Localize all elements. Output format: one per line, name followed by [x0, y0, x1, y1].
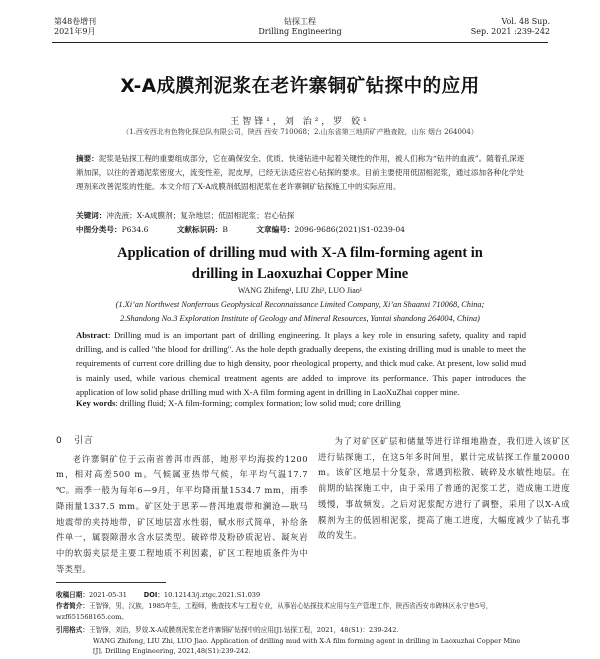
issue-date: 2021年9月 [54, 27, 96, 36]
header-right [430, 17, 550, 37]
citation-english-line1: WANG Zhifeng, LIU Zhi, LUO Jiao. Application of drilling mud with X-A film forming agent in drilling in Laoxuzhai Copper Mine [93, 636, 521, 645]
keywords-chinese [76, 210, 526, 221]
footnote-rule [56, 582, 166, 583]
volume-issue: 第48卷增刊 [54, 17, 97, 26]
keywords-cn-label: 关键词： [76, 211, 107, 220]
section-heading [56, 434, 308, 450]
citation-chinese: 王智锋，刘治，罗姣.X-A成膜剂泥浆在老许寨铜矿钻探中的应用[J].钻探工程，2021，48(S1)：239-242. [88, 626, 399, 634]
affiliation-en-line2: 2.Shandong No.3 Exploration Institute of Geology and Mineral Resources, Yantai shandong 264004, China) [120, 314, 480, 323]
affiliation-en-line1: (1.Xi’an Northwest Nonferrous Geophysical Reconnaissance Limited Company, Xi’an Shaanxi 710068, China; [115, 300, 485, 309]
title-chinese: X-A成膜剂泥浆在老许寨铜矿钻探中的应用 [120, 76, 480, 97]
affiliation-english [0, 298, 600, 326]
keywords-en-label: Key words [76, 398, 116, 408]
keywords-english [76, 398, 526, 408]
header-rule [52, 42, 548, 43]
abstract-english [76, 328, 526, 399]
intro-paragraph-2: 为了对矿区矿层和储量等进行详细地勘查，我们进入该矿区进行钻探施工，在这5年多时间里，累计完成钻探工作量20000 m。该矿区地层十分复杂，常遇到松散、破碎及水敏性地层。在前期的钻探施工中，由于采用了普通的泥浆工艺，造成施工进度缓慢，事故频发。之后对泥浆配方进行了调整，采用了以X-A成膜剂为主的低固相泥浆，提高了施工进度，大幅度减少了钻孔事故的发生。 [318, 436, 570, 541]
footnote-citation: 引用格式：王智锋，刘治，罗姣.X-A成膜剂泥浆在老许寨铜矿钻探中的应用[J].钻探工程，2021，48(S1)：239-242. WANG Zhifeng, LIU Zhi, LUO Jiao. Application of drilling mud with X-A film forming agent in drilling in Laoxuzhai Copper Mine [J]. Drilling Engineering, 2021,48(S1):239-242. [56, 625, 556, 657]
abstract-en-text: : Drilling mud is an important part of drilling engineering. It plays a key role in ensuring safety, quality and rapid drilling, and is called "the blood for drilling". As the hole depth gradually deepens, the existing drilling mud is unable to meet the requirements of current core drilling due to high density, poor rheological property, and thick mud cake. At present, low solid mud is mainly used, while various chemical treatment agents are added to improve its performance. This paper introduces the application of low solid phase drilling mud with X-A film forming agent in drilling in LaoXuZhai copper mine. [76, 330, 526, 397]
header-center [220, 17, 380, 37]
citation-english-line2: [J]. Drilling Engineering, 2021,48(S1):239-242. [93, 647, 251, 655]
journal-name-en: Drilling Engineering [258, 27, 342, 36]
keywords-cn-text: 冲洗液；X-A成膜剂；复杂地层；低固相泥浆；岩心钻探 [106, 211, 295, 220]
footnote-author-bio: 作者简介：王智锋，男，汉族，1985年生，工程师，勘查技术与工程专业，从事岩心钻探技术应用与生产管理工作，陕西省西安市碑林区永宁巷5号，wzf651568165.com。 [56, 602, 493, 621]
header-left [54, 17, 164, 37]
abstract-chinese [76, 152, 526, 194]
authors-english: WANG Zhifeng¹, LIU Zhi², LUO Jiao¹ [237, 286, 363, 295]
document-code: 文献标识码：B [176, 225, 228, 234]
journal-name-cn: 钻探工程 [284, 17, 316, 26]
title-en-line1: Application of drilling mud with X-A film-forming agent in [117, 245, 483, 261]
date-pages: Sep. 2021 :239-242 [470, 27, 550, 36]
title-english [0, 243, 600, 285]
volume-en: Vol. 48 Sup. [501, 17, 550, 26]
title-en-line2: drilling in Laoxuzhai Copper Mine [191, 266, 409, 282]
footnote-received-doi: 收稿日期：2021-05-31 DOI：10.12143/j.ztgc.2021.S1.039 [56, 591, 261, 599]
doi-value[interactable]: 10.12143/j.ztgc.2021.S1.039 [163, 591, 261, 599]
abstract-en-label: Abstract [76, 330, 108, 340]
abstract-cn-label: 摘要： [76, 154, 99, 163]
classification-line [76, 224, 526, 235]
article-number: 文章编号：2096-9686(2021)S1-0239-04 [256, 225, 406, 234]
body-column-right [318, 434, 570, 544]
clc-number: 中图分类号：P634.6 [76, 225, 149, 234]
author-bio-text: 王智锋，男，汉族，1985年生，工程师，勘查技术与工程专业，从事岩心钻探技术应用与生产管理工作，陕西省西安市碑林区永宁巷5号，wzf651568165.com。 [56, 602, 493, 621]
intro-paragraph-1: 老许寨铜矿位于云南省普洱市西部，地形平均海拔约1200 m，相对高差500 m。气候属亚热带气候，年平均气温17.7 ℃。雨季一般为每年6—9月，年平均降雨量1534.7 mm，雨季降雨量1337.5 mm。矿区处于思茅—普洱地震带和澜沧—耿马地震带的夹持地带，矿区地层富水性弱，赋水形式简单，补给条件单一，属裂隙潜水含水层类型。破碎带及粉砂质泥岩、凝灰岩中的软弱夹层是主要工程地质不利因素，矿区工程地质条件为中等类型。 [56, 453, 308, 574]
body-column-left [56, 434, 308, 577]
section-number: 0 [56, 436, 63, 446]
keywords-en-text: : drilling fluid; X-A film-forming; complex formation; low solid mud; core drilling [115, 398, 401, 408]
affiliation-chinese: （1.西安西北有色物化探总队有限公司，陕西 西安 710068；2.山东省第三地质矿产勘查院，山东 烟台 264004） [122, 128, 478, 136]
section-title: 引言 [74, 436, 94, 446]
running-header [0, 0, 600, 50]
abstract-cn-text: 泥浆是钻探工程的重要组成部分，它在确保安全、优质、快速钻进中起着关键性的作用，被人们称为“钻井的血液”。随着孔深逐渐加深，以往的普通泥浆密度大，流变性差，泥皮厚，已经无法适应岩心钻探的要求。目前主要使用低固相泥浆，通过添加各种化学处理剂来改善泥浆的性能。本文介绍了X-A成膜剂低固相泥浆在老许寨铜矿钻探施工中的实际应用。 [76, 154, 525, 191]
authors-chinese: 王智锋¹，刘 治²，罗 姣¹ [230, 117, 370, 127]
received-date: 2021-05-31 [88, 591, 127, 599]
